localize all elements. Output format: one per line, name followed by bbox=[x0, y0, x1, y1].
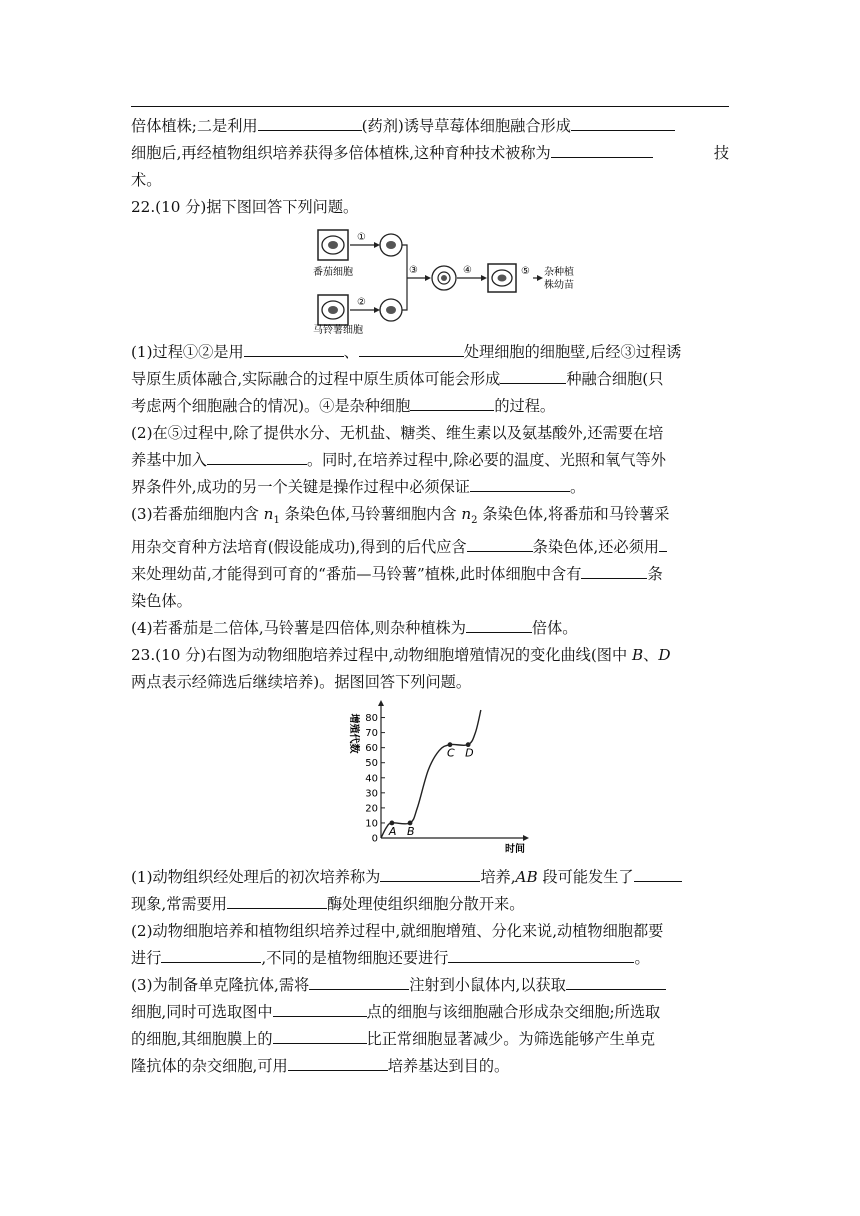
potato-cell bbox=[318, 295, 348, 325]
text: 条染色体,还必须用 bbox=[532, 538, 659, 557]
text: (1)动物组织经处理后的初次培养称为 bbox=[131, 868, 381, 887]
hybrid-cell bbox=[488, 264, 516, 292]
var-n: n bbox=[461, 505, 472, 523]
text: 种融合细胞(只 bbox=[566, 370, 664, 388]
step-1: ① bbox=[357, 232, 366, 243]
text: 考虑两个细胞融合的情况)。④是杂种细胞 bbox=[131, 397, 411, 415]
fused-protoplast bbox=[432, 266, 456, 290]
answer-blank[interactable] bbox=[566, 975, 666, 990]
answer-blank[interactable] bbox=[470, 477, 570, 492]
point-label: D bbox=[658, 646, 671, 665]
text: (3)若番茄细胞内含 bbox=[131, 505, 264, 523]
label-hybrid-line-1: 杂种植 bbox=[544, 267, 574, 278]
answer-blank[interactable] bbox=[288, 1056, 388, 1071]
y-tick-label: 0 bbox=[371, 833, 378, 845]
answer-blank[interactable] bbox=[258, 116, 362, 131]
text: 培养基达到目的。 bbox=[387, 1057, 510, 1076]
text: 的细胞,其细胞膜上的 bbox=[131, 1030, 273, 1049]
answer-blank[interactable] bbox=[227, 894, 327, 909]
text: 养基中加入 bbox=[131, 451, 207, 469]
text: 。同时,在培养过程中,除必要的温度、光照和氧气等外 bbox=[306, 451, 666, 469]
step-3: ③ bbox=[409, 265, 418, 276]
y-axis-arrow bbox=[378, 700, 384, 706]
answer-blank[interactable] bbox=[448, 948, 634, 963]
q22-4-line-1 bbox=[131, 615, 729, 642]
q23-title-line-2: 两点表示经筛选后继续培养)。据图回答下列问题。 bbox=[131, 673, 472, 692]
growth-curve bbox=[381, 710, 481, 838]
growth-chart-svg bbox=[131, 700, 729, 860]
point-label-c: C bbox=[446, 746, 455, 760]
q21-line-3: 术。 bbox=[131, 171, 162, 189]
answer-blank[interactable] bbox=[467, 537, 533, 552]
tomato-cell bbox=[318, 230, 348, 260]
text: (3)为制备单克隆抗体,需将 bbox=[131, 976, 310, 995]
var-n: n bbox=[263, 505, 274, 523]
text: 注射到小鼠体内,以获取 bbox=[409, 976, 566, 995]
point-label-b: B bbox=[407, 824, 415, 838]
answer-blank[interactable] bbox=[359, 342, 464, 357]
q22-title: 22.(10 分)据下图回答下列问题。 bbox=[131, 198, 359, 216]
text: 细胞,同时可选取图中 bbox=[131, 1003, 273, 1022]
text: 倍体植株;二是利用 bbox=[131, 117, 258, 135]
text: 培养, bbox=[480, 868, 516, 887]
text: 隆抗体的杂交细胞,可用 bbox=[131, 1057, 288, 1076]
q22-1-line-3 bbox=[131, 393, 729, 420]
y-tick-label: 70 bbox=[365, 728, 378, 740]
label-tomato: 番茄细胞 bbox=[313, 267, 353, 278]
q22-2-line-1: (2)在⑤过程中,除了提供水分、无机盐、糖类、维生素以及氨基酸外,还需要在培 bbox=[131, 424, 664, 442]
subscript: 1 bbox=[273, 515, 280, 527]
point-label-d: D bbox=[465, 746, 474, 760]
growth-chart bbox=[131, 700, 729, 860]
text: 条染色体,将番茄和马铃薯采 bbox=[477, 505, 670, 523]
q23-3-line-3 bbox=[131, 1026, 729, 1053]
text: 技 bbox=[713, 144, 729, 162]
q22-2-line-3 bbox=[131, 474, 729, 501]
text: 点的细胞与该细胞融合形成杂交细胞;所选取 bbox=[366, 1003, 661, 1022]
q23-title-line-1 bbox=[131, 642, 729, 669]
text: 。 bbox=[569, 478, 586, 496]
answer-blank[interactable] bbox=[466, 618, 532, 633]
text: 来处理幼苗,才能得到可育的“番茄—马铃薯”植株,此时体细胞中含有 bbox=[131, 565, 582, 584]
q23-2-line-1: (2)动物细胞培养和植物组织培养过程中,就细胞增殖、分化来说,动植物细胞都要 bbox=[131, 922, 664, 941]
answer-blank[interactable] bbox=[161, 948, 261, 963]
text: 23.(10 分)右图为动物细胞培养过程中,动物细胞增殖情况的变化曲线(图中 bbox=[131, 646, 632, 665]
text: 处理细胞的细胞壁,后经③过程诱 bbox=[463, 343, 682, 361]
text: 的过程。 bbox=[494, 397, 556, 415]
text: (药剂)诱导草莓体细胞融合形成 bbox=[361, 117, 571, 135]
q22-3-line-4: 染色体。 bbox=[131, 592, 192, 611]
text: 、 bbox=[343, 343, 359, 361]
y-tick-label: 60 bbox=[365, 743, 378, 755]
answer-blank[interactable] bbox=[410, 396, 494, 411]
text: 。 bbox=[634, 949, 650, 968]
q21-line-2 bbox=[131, 140, 729, 167]
fusion-diagram-svg bbox=[131, 225, 729, 335]
text: 界条件外,成功的另一个关键是操作过程中必须保证 bbox=[131, 478, 470, 496]
q23-1-line-2 bbox=[131, 891, 729, 918]
step-4: ④ bbox=[463, 265, 472, 276]
text: 条染色体,马铃薯细胞内含 bbox=[279, 505, 462, 523]
answer-blank[interactable] bbox=[571, 116, 675, 131]
answer-blank[interactable] bbox=[273, 1029, 367, 1044]
answer-blank[interactable] bbox=[207, 450, 307, 465]
text: 段可能发生了 bbox=[537, 868, 634, 887]
y-tick-label: 50 bbox=[365, 758, 378, 770]
step-2: ② bbox=[357, 297, 366, 308]
q23-3-line-2 bbox=[131, 999, 729, 1026]
answer-blank[interactable] bbox=[551, 143, 653, 158]
q23-3-line-1 bbox=[131, 972, 729, 999]
text: (4)若番茄是二倍体,马铃薯是四倍体,则杂种植株为 bbox=[131, 619, 466, 638]
text: (1)过程①②是用 bbox=[131, 343, 244, 361]
q22-3-line-3 bbox=[131, 561, 729, 588]
answer-blank[interactable] bbox=[309, 975, 409, 990]
text: ,不同的是植物细胞还要进行 bbox=[261, 949, 449, 968]
y-tick-label: 20 bbox=[365, 803, 378, 815]
text: 进行 bbox=[131, 949, 162, 968]
x-axis-label: 时间 bbox=[505, 844, 525, 856]
answer-blank[interactable] bbox=[273, 1002, 367, 1017]
y-tick-label: 80 bbox=[365, 713, 378, 725]
text: 用杂交育种方法培育(假设能成功),得到的后代应含 bbox=[131, 538, 467, 557]
text: 细胞后,再经植物组织培养获得多倍体植株,这种育种技术被称为 bbox=[131, 144, 551, 162]
text: 、 bbox=[643, 646, 659, 665]
text: 酶处理使组织细胞分散开来。 bbox=[326, 895, 525, 914]
point-label: B bbox=[632, 646, 644, 665]
text: 倍体。 bbox=[531, 619, 578, 638]
q22-3-line-2 bbox=[131, 534, 729, 561]
y-tick-label: 10 bbox=[365, 818, 378, 830]
protoplast-1 bbox=[380, 234, 402, 256]
segment-label: AB bbox=[515, 868, 538, 887]
q23-3-line-4 bbox=[131, 1053, 729, 1080]
q23-1-line-1 bbox=[131, 864, 729, 891]
q21-line-1 bbox=[131, 113, 729, 140]
q22-1-line-2 bbox=[131, 366, 729, 393]
x-axis-arrow bbox=[523, 835, 529, 841]
answer-blank[interactable] bbox=[581, 564, 647, 579]
y-tick-label: 40 bbox=[365, 773, 378, 785]
answer-blank[interactable] bbox=[500, 369, 566, 384]
protoplast-2 bbox=[380, 299, 402, 321]
fusion-diagram bbox=[131, 225, 729, 335]
step-5: ⑤ bbox=[521, 266, 530, 277]
q22-2-line-2 bbox=[131, 447, 729, 474]
point-label-a: A bbox=[388, 824, 397, 838]
y-axis-label: 增殖代数 bbox=[348, 713, 359, 754]
answer-blank[interactable] bbox=[244, 342, 344, 357]
label-hybrid-line-2: 株幼苗 bbox=[544, 280, 574, 291]
answer-blank[interactable] bbox=[634, 867, 682, 882]
answer-blank[interactable] bbox=[380, 867, 480, 882]
subscript: 2 bbox=[471, 515, 478, 527]
text: 条 bbox=[647, 565, 663, 584]
text: 现象,常需要用 bbox=[131, 895, 227, 914]
label-potato: 马铃薯细胞 bbox=[313, 325, 363, 335]
q23-2-line-2 bbox=[131, 945, 729, 972]
answer-blank[interactable] bbox=[659, 537, 667, 552]
text: 比正常细胞显著减少。为筛选能够产生单克 bbox=[366, 1030, 656, 1049]
y-tick-label: 30 bbox=[365, 788, 378, 800]
q22-1-line-1 bbox=[131, 339, 729, 366]
text: 导原生质体融合,实际融合的过程中原生质体可能会形成 bbox=[131, 370, 501, 388]
document-page bbox=[131, 96, 729, 1080]
q22-3-line-1 bbox=[131, 501, 729, 534]
